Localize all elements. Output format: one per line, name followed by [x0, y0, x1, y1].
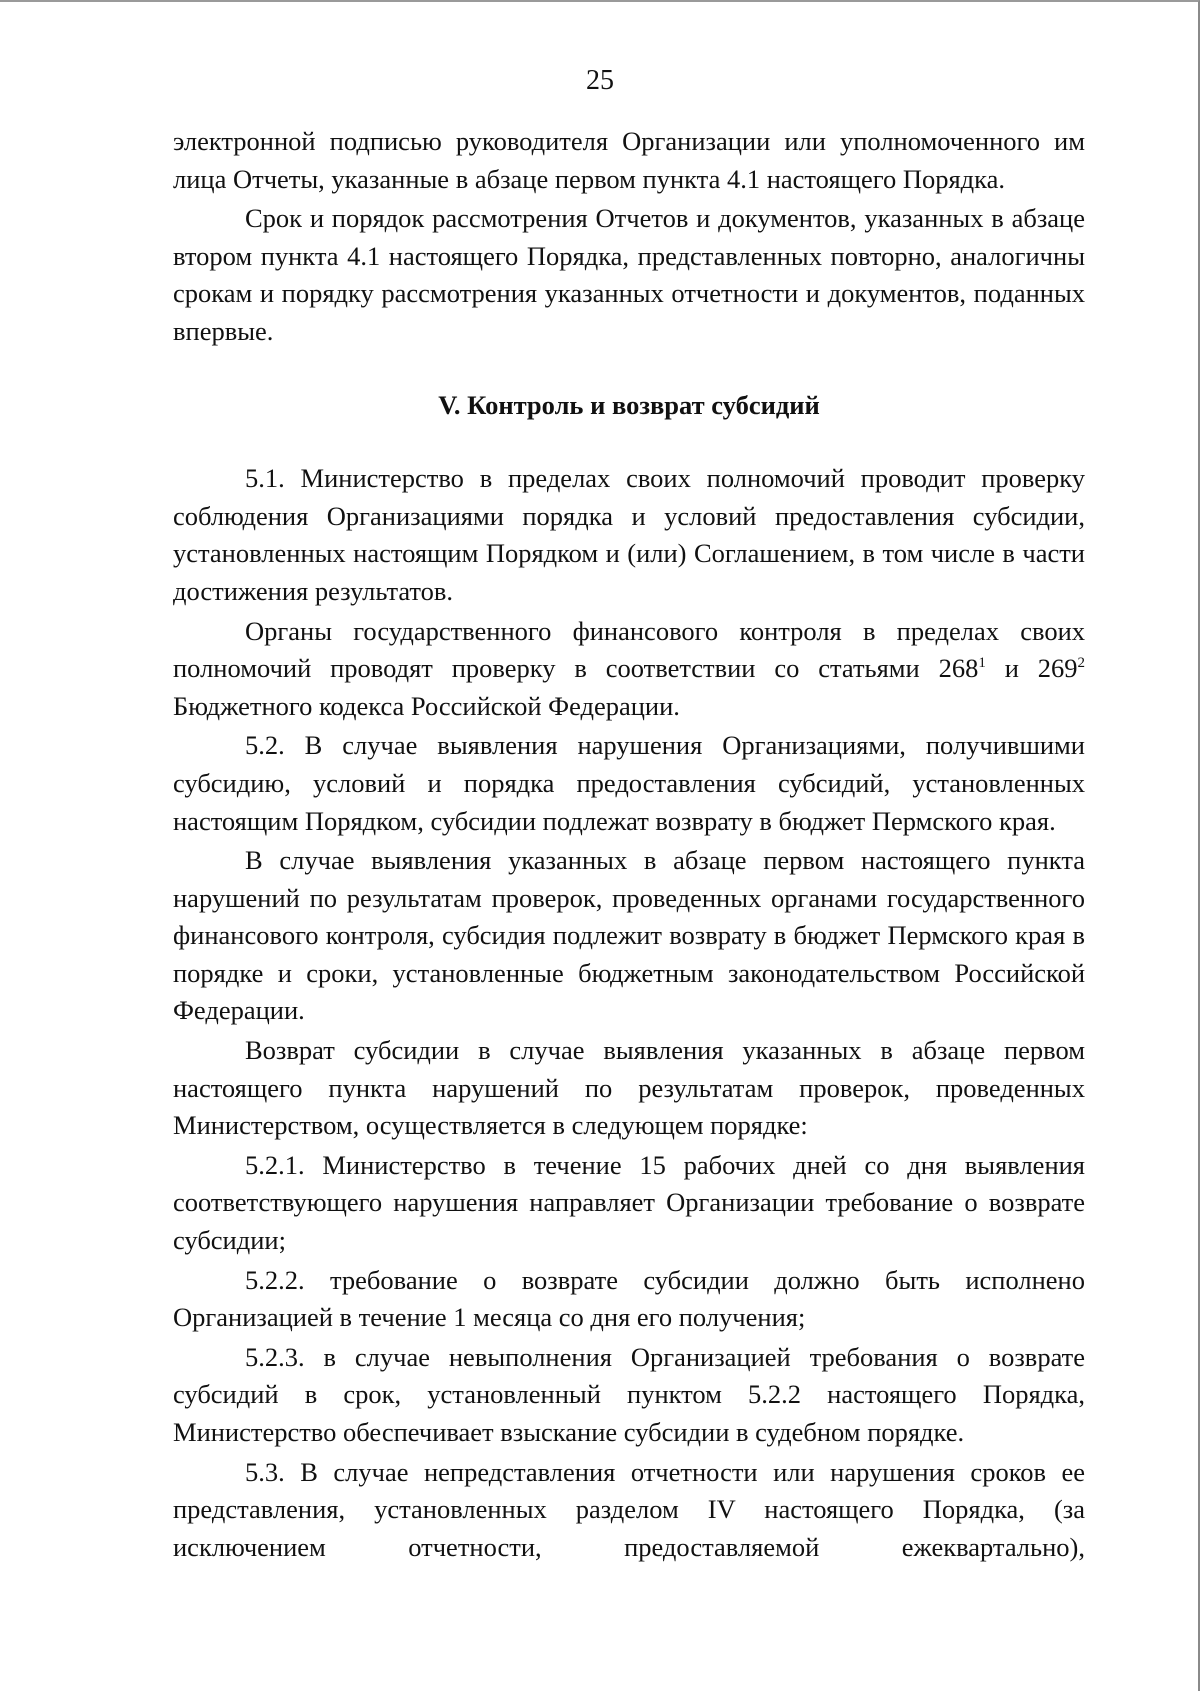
paragraph-5-3: 5.3. В случае непредставления отчетности или нарушения сроков ее представления, установленных разделом IV настоящего Порядка, (за исключением отчетности, предоставляемой ежеквартально),	[173, 1456, 1085, 1562]
paragraph-5-2-1: 5.2.1. Министерство в течение 15 рабочих дней со дня выявления соответствующего нарушения направляет Организации требование о возврате субсидии;	[173, 1149, 1085, 1256]
section-heading: V. Контроль и возврат субсидий	[438, 389, 820, 420]
paragraph-5-1: 5.1. Министерство в пределах своих полномочий проводит проверку соблюдения Организациями порядка и условий предоставления субсидии, установленных настоящим Порядком и (или) Соглашением, в том числе в части достижения результатов.	[173, 463, 1085, 606]
control-organs-text-b: и 269	[985, 653, 1078, 684]
document-body	[173, 123, 1085, 1566]
paragraph-continuation: электронной подписью руководителя Организации или уполномоченного им лица Отчеты, указанные в абзаце первом пункта 4.1 настоящего Порядка.	[173, 126, 1085, 194]
paragraph-5-2-audit: В случае выявления указанных в абзаце первом настоящего пункта нарушений по результатам проверок, проведенных органами государственного финансового контроля, субсидия подлежит возврату в бюджет Пермского края в порядке и сроки, установленные бюджетным законодательством Российской Федерации.	[173, 845, 1085, 1026]
page-number: 25	[586, 65, 614, 96]
footnote-sup-269: 2	[1077, 655, 1085, 672]
paragraph-5-2-return-order: Возврат субсидии в случае выявления указанных в абзаце первом настоящего пункта нарушений по результатам проверок, проведенных Министерством, осуществляется в следующем порядке:	[173, 1035, 1085, 1141]
control-organs-text-c: Бюджетного кодекса Российской Федерации.	[173, 690, 680, 721]
paragraph-review-terms: Срок и порядок рассмотрения Отчетов и документов, указанных в абзаце втором пункта 4.1 настоящего Порядка, представленных повторно, аналогичны срокам и порядку рассмотрения указанных отчетности и документов, поданных впервые.	[173, 203, 1085, 346]
paragraph-control-organs	[173, 613, 1085, 726]
footnote-sup-268: 1	[978, 655, 986, 672]
paragraph-5-2: 5.2. В случае выявления нарушения Организациями, получившими субсидию, условий и порядка предоставления субсидий, установленных настоящим Порядком, субсидии подлежат возврату в бюджет Пермского края.	[173, 730, 1085, 836]
control-organs-text-a: Органы государственного финансового контроля в пределах своих полномочий проводят проверку в соответствии со статьями 268	[173, 615, 1085, 684]
paragraph-5-2-2: 5.2.2. требование о возврате субсидии должно быть исполнено Организацией в течение 1 месяца со дня его получения;	[173, 1264, 1085, 1333]
paragraph-5-2-3: 5.2.3. в случае невыполнения Организацией требования о возврате субсидий в срок, установленный пунктом 5.2.2 настоящего Порядка, Министерство обеспечивает взыскание субсидии в судебном порядке.	[173, 1341, 1085, 1447]
